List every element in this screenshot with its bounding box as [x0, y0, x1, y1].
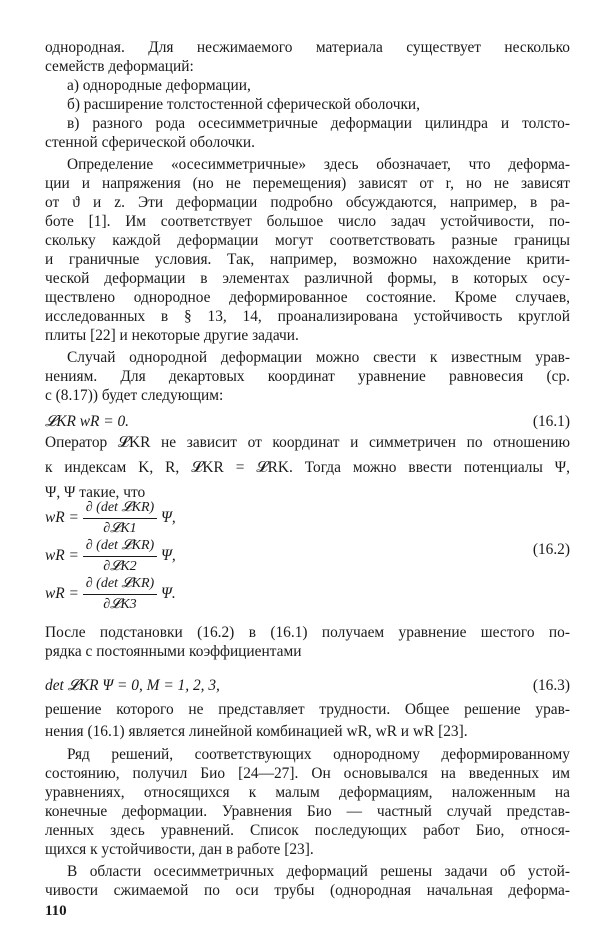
text-line: ции и напряжения (но не перемещения) зависят от r, но не зависят [45, 175, 570, 192]
text-line: После подстановки (16.2) в (16.1) получаем уравнение шестого по- [45, 624, 570, 641]
fraction-numerator: ∂ (det 𝓛KR) [83, 538, 157, 557]
fraction-numerator: ∂ (det 𝓛KR) [83, 500, 157, 519]
text-line: ществлено однородное деформированное состояние. Кроме случаев, [45, 289, 570, 306]
paragraph-start: Определение «осесимметричные» здесь обозначает, что деформа- [67, 156, 570, 173]
fraction-denominator: ∂𝓛K2 [103, 559, 137, 574]
text-line: нениям. Для декартовых координат уравнение равновесия (ср. [45, 368, 570, 385]
text-line: решение которого не представляет трудности. Общее решение урав- [45, 701, 570, 718]
text-line: от ϑ и z. Эти деформации подробно обсуждаются, например, в ра- [45, 194, 570, 211]
text-line: ческой деформации в элементах различной формы, в которых осу- [45, 270, 570, 287]
eq-fraction [83, 500, 157, 537]
text-line: скольку каждой деформации могут соответствовать разные границы [45, 232, 570, 249]
paragraph-start: В области осесимметричных деформаций решены задачи об устой- [67, 863, 570, 880]
equation-16-2-row1 [45, 500, 176, 537]
text-line: чивости сжимаемой по оси трубы (однородная начальная деформа- [45, 882, 570, 899]
equation-number: (16.2) [532, 541, 570, 558]
text-line: конечные деформации. Уравнения Био — частный случай представ- [45, 803, 570, 820]
paragraph-start: Случай однородной деформации можно свести к известным урав- [67, 349, 570, 366]
equation-16-2-row2 [45, 538, 176, 575]
text-line: плиты [22] и некоторые другие задачи. [45, 327, 299, 344]
fraction-numerator: ∂ (det 𝓛KR) [83, 576, 157, 595]
text-line: ленных здесь уравнений. Список последующих работ Био, относя- [45, 822, 570, 839]
eq-lhs: wR = [45, 509, 79, 527]
text-line: нения (16.1) является линейной комбинацией wR, wR и wR [23]. [45, 723, 468, 740]
fraction-denominator: ∂𝓛K3 [103, 597, 137, 612]
text-line: семейств деформаций: [45, 58, 194, 75]
equation-16-1: 𝓛KR wR = 0. [45, 413, 129, 430]
text-line: Оператор 𝓛KR не зависит от координат и симметричен по отношению [45, 434, 570, 451]
text-line: рядка с постоянными коэффициентами [45, 643, 302, 660]
eq-fraction [83, 576, 157, 613]
equation-number: (16.1) [532, 413, 570, 430]
equation-number: (16.3) [532, 677, 570, 694]
text-line: уравнениях, относящихся к малым деформациям, наложенным на [45, 784, 570, 801]
eq-rhs: Ψ. [161, 585, 176, 603]
text-line: однородная. Для несжимаемого материала существует несколько [45, 39, 570, 56]
equation-16-2-row3 [45, 576, 176, 613]
paragraph-start: Ряд решений, соответствующих однородному деформированному [67, 746, 570, 763]
eq-lhs: wR = [45, 585, 79, 603]
eq-rhs: Ψ, [161, 547, 176, 565]
eq-lhs: wR = [45, 547, 79, 565]
equation-16-3: det 𝓛KR Ψ = 0, M = 1, 2, 3, [45, 677, 220, 694]
eq-fraction [83, 538, 157, 575]
page-number: 110 [45, 903, 67, 919]
text-line: исследованных в § 13, 14, проанализирована устойчивость круглой [45, 308, 570, 325]
text-line: состоянию, получил Био [24—27]. Он основывался на введенных им [45, 765, 570, 782]
fraction-denominator: ∂𝓛K1 [103, 521, 137, 536]
text-line: боте [1]. Им соответствует большое число задач устойчивости, по- [45, 213, 570, 230]
text-line: к индексам K, R, 𝓛KR = 𝓛RK. Тогда можно ввести потенциалы Ψ, [45, 459, 570, 476]
text-line: с (8.17)) будет следующим: [45, 387, 224, 404]
eq-rhs: Ψ, [161, 509, 176, 527]
text-line: Ψ, Ψ такие, что [45, 484, 146, 501]
text-line: стенной сферической оболочки. [45, 134, 255, 151]
list-item-a: а) однородные деформации, [67, 77, 251, 94]
list-item-c: в) разного рода осесимметричные деформации цилиндра и толсто- [67, 115, 570, 132]
list-item-b: б) расширение толстостенной сферической оболочки, [67, 96, 421, 113]
text-line: щихся к устойчивости, дан в работе [23]. [45, 841, 314, 858]
text-line: и граничные условия. Так, например, возможно нахождение крити- [45, 251, 570, 268]
